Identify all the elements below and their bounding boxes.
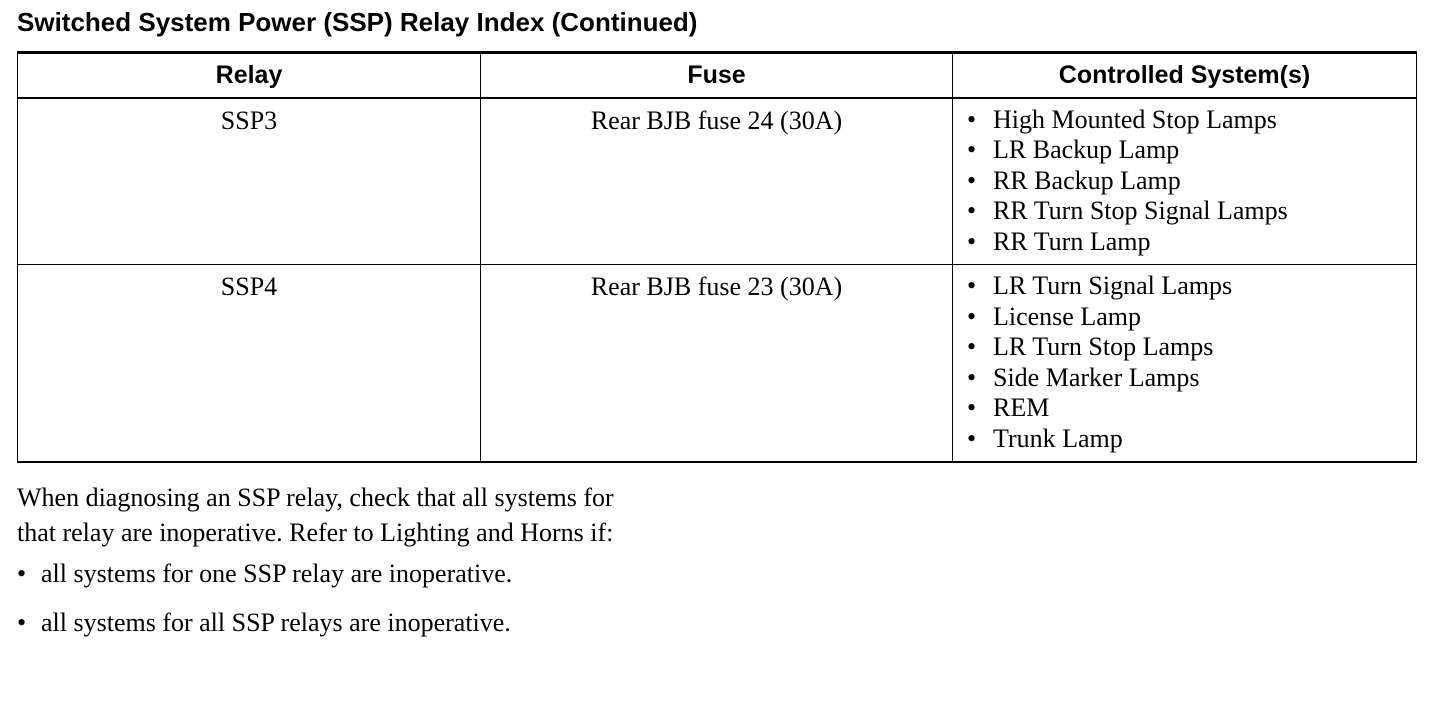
list-item [967,227,1416,258]
bullet-icon: • [967,271,977,300]
list-item [967,424,1416,455]
fuse-cell: Rear BJB fuse 24 (30A) [481,98,953,265]
list-item [967,363,1416,394]
systems-list [967,105,1416,258]
bullet-icon: • [967,135,977,164]
bullet-icon: • [967,165,977,195]
systems-cell [953,98,1417,265]
list-item [967,166,1416,197]
list-item [17,607,617,638]
system-label: Side Marker Lamps [993,362,1200,392]
list-item [967,332,1416,363]
list-item [967,135,1416,166]
bullet-icon: • [967,332,977,361]
table-header-row [18,53,1417,98]
list-item [967,105,1416,136]
fuse-cell: Rear BJB fuse 23 (30A) [481,265,953,462]
system-label: LR Turn Signal Lamps [993,271,1233,300]
note-bullet-list [17,558,617,638]
relay-index-table [17,51,1417,463]
note-bullet-text: all systems for all SSP relays are inoperative. [41,608,511,637]
bullet-icon: • [967,104,977,134]
bullet-icon: • [967,196,977,225]
system-label: High Mounted Stop Lamps [993,104,1277,134]
system-label: Trunk Lamp [993,423,1123,453]
list-item [967,196,1416,227]
systems-cell [953,265,1417,462]
bullet-icon: • [967,226,977,256]
page-title: Switched System Power (SSP) Relay Index (Continued) [17,7,698,37]
system-label: RR Turn Lamp [993,226,1151,256]
list-item [967,302,1416,333]
table-row [18,98,1417,265]
system-label: RR Turn Stop Signal Lamps [993,196,1288,225]
table-row [18,265,1417,462]
list-item [967,271,1416,302]
bullet-icon: • [967,393,977,422]
bullet-icon: • [17,559,27,588]
list-item [17,558,617,589]
bullet-icon: • [967,301,977,331]
relay-cell: SSP4 [18,265,481,462]
bullet-icon: • [967,362,977,392]
system-label: REM [993,393,1050,422]
list-item [967,393,1416,424]
relay-column-header: Relay [18,53,481,98]
note-paragraph: When diagnosing an SSP relay, check that all systems for that relay are inoperative. Refer to Lighting and Horns if: [17,483,614,547]
fuse-column-header: Fuse [481,53,953,98]
system-label: LR Turn Stop Lamps [993,332,1214,361]
systems-column-header: Controlled System(s) [953,53,1417,98]
diagnostic-note [17,480,617,656]
system-label: License Lamp [993,301,1141,331]
system-label: LR Backup Lamp [993,135,1180,164]
bullet-icon: • [17,608,27,637]
bullet-icon: • [967,423,977,453]
note-bullet-text: all systems for one SSP relay are inoperative. [41,559,513,588]
system-label: RR Backup Lamp [993,165,1181,195]
relay-cell: SSP3 [18,98,481,265]
systems-list [967,271,1416,454]
